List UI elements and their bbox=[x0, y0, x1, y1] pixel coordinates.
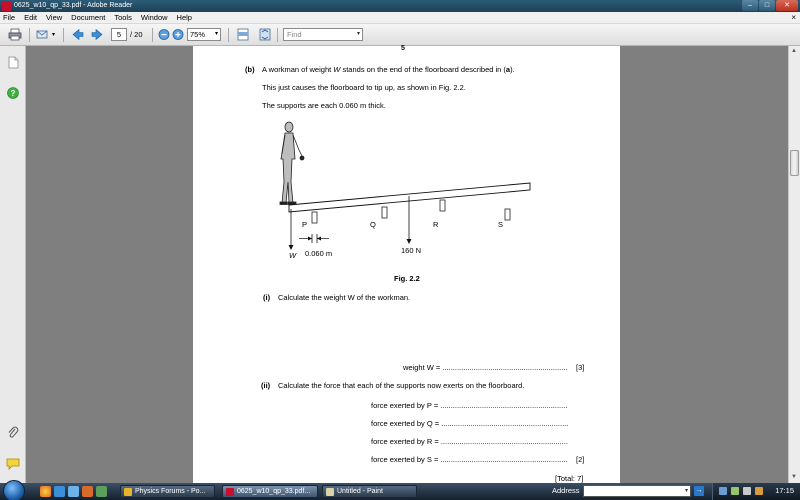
adobe-reader-icon bbox=[2, 1, 11, 11]
scroll-up-icon[interactable]: ▲ bbox=[791, 48, 797, 54]
supports-text: The supports are each 0.060 m thick. bbox=[262, 101, 386, 110]
support-q bbox=[382, 207, 387, 218]
label-q: Q bbox=[370, 220, 376, 229]
menu-file[interactable]: File bbox=[3, 13, 16, 22]
answer-q: force exerted by Q = ............................................................. bbox=[371, 419, 569, 428]
figure-caption: Fig. 2.2 bbox=[394, 274, 420, 283]
tip-text: This just causes the floorboard to tip up, as shown in Fig. 2.2. bbox=[262, 83, 466, 92]
gap-label: 0.060 m bbox=[305, 249, 333, 258]
part-b-text: A workman of weight W stands on the end of the floorboard described in (a). bbox=[262, 65, 515, 74]
label-s: S bbox=[498, 220, 504, 229]
zoom-out-icon[interactable] bbox=[157, 28, 171, 41]
switcher-quicklaunch-icon[interactable] bbox=[96, 486, 107, 497]
vertical-scrollbar[interactable] bbox=[788, 46, 800, 483]
task-physics-forums[interactable]: Physics Forums - Po... bbox=[120, 485, 215, 498]
menu-view[interactable]: View bbox=[46, 13, 63, 22]
menu-window[interactable]: Window bbox=[140, 13, 168, 22]
menu-document[interactable]: Document bbox=[71, 13, 106, 22]
task-adobe-reader[interactable]: 0625_w10_qp_33.pdf... bbox=[222, 485, 318, 498]
mark-2: [2] bbox=[576, 455, 585, 464]
zoom-select[interactable] bbox=[187, 28, 221, 41]
label-w: W bbox=[289, 251, 297, 260]
navigation-pane bbox=[0, 46, 26, 483]
chevron-down-icon: ▾ bbox=[214, 31, 218, 37]
comments-icon[interactable] bbox=[6, 458, 20, 470]
media-quicklaunch-icon[interactable] bbox=[82, 486, 93, 497]
question-i-label: (i) bbox=[263, 293, 271, 302]
chrome-quicklaunch-icon[interactable] bbox=[40, 486, 51, 497]
address-label: Address bbox=[552, 486, 580, 495]
support-r bbox=[440, 200, 445, 211]
email-icon[interactable] bbox=[36, 28, 50, 41]
explorer-quicklaunch-icon[interactable] bbox=[68, 486, 79, 497]
volume-icon[interactable] bbox=[731, 487, 739, 495]
task-paint[interactable]: Untitled - Paint bbox=[322, 485, 417, 498]
taskbar bbox=[0, 483, 800, 500]
print-icon[interactable] bbox=[8, 28, 22, 41]
fit-width-icon[interactable] bbox=[236, 28, 250, 41]
svg-text:?: ? bbox=[10, 88, 16, 98]
mark-3: [3] bbox=[576, 363, 585, 372]
chrome-icon bbox=[124, 488, 132, 496]
support-p bbox=[312, 212, 317, 223]
next-page-icon[interactable] bbox=[90, 28, 104, 41]
w-force-arrow bbox=[289, 245, 294, 250]
pdf-icon bbox=[226, 488, 234, 496]
chevron-down-icon: ▾ bbox=[684, 488, 688, 494]
go-arrow-icon[interactable]: → bbox=[695, 487, 703, 494]
maximize-button[interactable]: □ bbox=[759, 0, 775, 11]
chevron-down-icon: ▾ bbox=[356, 31, 360, 37]
address-input[interactable] bbox=[583, 485, 691, 497]
page-total: / 20 bbox=[130, 30, 143, 39]
answer-s: force exerted by S = ............................................................. bbox=[371, 455, 568, 464]
previous-page-icon[interactable] bbox=[71, 28, 85, 41]
minimize-button[interactable]: – bbox=[742, 0, 758, 11]
fit-page-icon[interactable] bbox=[258, 28, 272, 41]
start-button[interactable] bbox=[3, 480, 25, 500]
email-dropdown-icon[interactable]: ▾ bbox=[52, 32, 56, 38]
window-titlebar bbox=[0, 0, 800, 12]
toolbar bbox=[0, 24, 800, 46]
page-number-input[interactable]: 5 bbox=[111, 28, 127, 41]
attachments-icon[interactable] bbox=[7, 426, 19, 440]
answer-p: force exerted by P = ............................................................. bbox=[371, 401, 568, 410]
security-icon[interactable] bbox=[755, 487, 763, 495]
document-view[interactable] bbox=[26, 46, 788, 483]
menu-help[interactable]: Help bbox=[176, 13, 192, 22]
label-p: P bbox=[302, 220, 308, 229]
force-label: 160 N bbox=[401, 246, 422, 255]
label-r: R bbox=[433, 220, 439, 229]
answer-weight: weight W = ............................................................ bbox=[403, 363, 568, 372]
scroll-down-icon[interactable]: ▼ bbox=[791, 474, 797, 480]
pages-panel-icon[interactable] bbox=[8, 56, 19, 69]
answer-r: force exerted by R = ............................................................. bbox=[371, 437, 568, 446]
close-document-icon[interactable]: × bbox=[791, 13, 796, 22]
part-b-label: (b) bbox=[245, 65, 255, 74]
support-s bbox=[505, 209, 510, 220]
help-icon[interactable] bbox=[7, 87, 19, 99]
menu-bar bbox=[0, 12, 800, 24]
total-marks: [Total: 7] bbox=[555, 474, 584, 483]
power-icon[interactable] bbox=[743, 487, 751, 495]
paint-icon bbox=[326, 488, 334, 496]
close-button[interactable]: ✕ bbox=[776, 0, 798, 11]
network-icon[interactable] bbox=[719, 487, 727, 495]
zoom-in-icon[interactable] bbox=[171, 28, 185, 41]
floorboard bbox=[289, 183, 530, 212]
clock[interactable]: 17:15 bbox=[775, 486, 794, 495]
question-i-text: Calculate the weight W of the workman. bbox=[278, 293, 411, 302]
menu-edit[interactable]: Edit bbox=[24, 13, 38, 22]
question-ii-text: Calculate the force that each of the supports now exerts on the floorboard. bbox=[278, 381, 525, 390]
find-input[interactable] bbox=[283, 28, 363, 41]
pdf-page bbox=[193, 46, 620, 483]
menu-tools[interactable]: Tools bbox=[114, 13, 132, 22]
scrollbar-thumb[interactable] bbox=[790, 150, 799, 176]
desktop-quicklaunch-icon[interactable] bbox=[54, 486, 65, 497]
question-ii-label: (ii) bbox=[261, 381, 271, 390]
find-placeholder: Find bbox=[287, 30, 302, 39]
page-number: 5 bbox=[401, 45, 405, 52]
system-tray bbox=[712, 483, 800, 500]
zoom-value: 75% bbox=[190, 30, 206, 39]
window-title: 0625_w10_qp_33.pdf - Adobe Reader bbox=[14, 2, 133, 9]
weight-force-arrow bbox=[407, 239, 412, 244]
workman-figure bbox=[280, 122, 304, 205]
